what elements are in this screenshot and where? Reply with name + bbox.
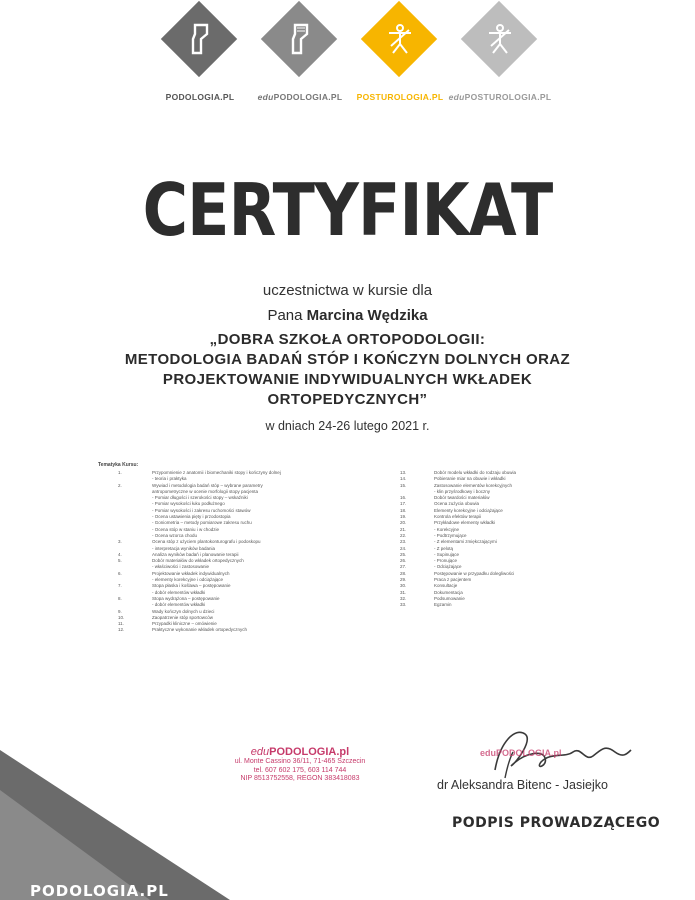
topic-text: Przypadki kliniczne – omówienie [152, 621, 217, 627]
foot-print-icon [183, 22, 217, 56]
topic-text: Egzamin [434, 602, 452, 608]
topic-text: Stopa płaska i koślawa – postępowanie [152, 583, 231, 589]
recipient [0, 307, 695, 324]
topic-number: 26. [400, 558, 407, 564]
recipient-name: Marcina Wędzika [306, 307, 428, 324]
topic-text: Zaopatrzenie stóp sportowców [152, 614, 214, 620]
topic-text: - Supinujące [434, 551, 460, 557]
topic-number: 17. [400, 501, 407, 507]
topic-text: - Pronujące [434, 558, 458, 564]
recipient-prefix: Pana [267, 307, 303, 324]
topic-text: Praktyczne wykonanie wkładek ortopedycznych [152, 627, 248, 633]
topic-number: 13. [400, 470, 407, 475]
topic-item [118, 627, 353, 633]
course-topics [98, 462, 603, 687]
course-title-line: „DOBRA SZKOŁA ORTOPODOLOGII: [209, 331, 486, 348]
topic-number: 9. [118, 608, 122, 614]
topic-text: Projektowanie wkładek indywidualnych [152, 570, 230, 576]
topic-number: 30. [400, 583, 407, 589]
topic-number: 8. [118, 595, 122, 601]
topic-number: 4. [118, 551, 122, 557]
topic-number: 16. [400, 495, 407, 501]
topic-number: 14. [400, 476, 407, 482]
topic-text: Pobieranie miar na obuwie i wkładki [434, 476, 506, 482]
topic-text: Dobór twardości materiałów [434, 495, 490, 501]
topic-text: - właściwości i zastosowanie [152, 564, 210, 570]
stamp-tax-ids: NIP 8513752558, REGON 383418083 [240, 775, 360, 782]
posture-icon [483, 22, 517, 56]
topic-number: 1. [118, 470, 122, 475]
topic-text: Dobór materiałów do wkładek ortopedycznych [152, 558, 244, 564]
topic-number: 18. [400, 507, 407, 513]
logo-label: PODOLOGIA.PL [273, 92, 343, 102]
topic-text: - Ocena stóp w staniu i w chodzie [152, 526, 220, 532]
course-title-line: METODOLOGIA BADAŃ STÓP I KOŃCZYN DOLNYCH ORAZ [124, 351, 571, 368]
topic-text: Dokumentacja [434, 589, 463, 595]
topic-text: Dobór modelu wkładki do rodzaju obuwia [434, 470, 517, 475]
posture-icon [383, 22, 417, 56]
topic-text: - Podtrzymujące [434, 532, 467, 538]
stamp-phone: tel. 607 602 175, 603 114 744 [253, 766, 347, 774]
topic-text: - Pomiar wysokości łuku podłużnego [152, 501, 225, 507]
topic-number: 28. [400, 570, 407, 576]
topic-text: Konsultacje [434, 583, 458, 589]
topic-text: - dobór elementów wkładki [152, 589, 206, 595]
topic-text: Ocena zużycia obuwia [434, 501, 480, 507]
topic-text: - dobór elementów wkładki [152, 602, 206, 608]
topic-text: - interpretacja wyników badania [152, 545, 216, 551]
topic-text: Stopa wydrążona – postępowanie [152, 595, 220, 601]
topic-number: 6. [118, 570, 122, 576]
topic-text: Podsumowanie [434, 595, 465, 601]
topic-number: 32. [400, 595, 407, 601]
certificate-subtitle: uczestnictwa w kursie dla [262, 282, 433, 299]
topic-text: Ocena stóp z użyciem plantokonturografu i podoskopu [152, 539, 261, 545]
topic-number: 3. [118, 539, 122, 545]
logo-label: POSTUROLOGIA.PL [356, 92, 444, 102]
topic-text: Praca z pacjentem [434, 577, 472, 583]
logo-prefix: edu [448, 92, 465, 102]
topic-text: - Z elementami zmiękczającymi [434, 539, 497, 545]
logo-strip [150, 6, 570, 106]
stamp-brand: eduPODOLOGIA.pl [250, 746, 350, 758]
topic-text: Wywiad i metodologia badań stóp – wybrane parametry [152, 482, 263, 488]
logo-label: PODOLOGIA.PL [165, 92, 235, 102]
topics-heading: Tematyka Kursu: [98, 462, 139, 468]
stamp-address: ul. Monte Cassino 36/11, 71-465 Szczecin [234, 758, 366, 765]
company-stamp [225, 746, 375, 784]
logo-label: POSTUROLOGIA.PL [464, 92, 552, 102]
footer-brand: PODOLOGIA.PL [30, 882, 169, 900]
topic-text: Przypomnienie z anatomii i biomechaniki stopy i kończyny dolnej [152, 470, 281, 475]
topic-text: - elementy korekcyjne i odciążające [152, 577, 224, 583]
topic-text: - Goniometria – metody pomiarowe zakresu ruchu [152, 520, 252, 526]
topic-text: - klin przyśrodkowy i boczny [434, 488, 491, 494]
topic-number: 12. [118, 627, 125, 633]
topic-text: - Z pelotą [434, 545, 454, 551]
topic-number: 10. [118, 614, 125, 620]
corner-decoration [0, 750, 230, 900]
topic-number: 25. [400, 551, 407, 557]
topic-number: 11. [118, 621, 124, 627]
topic-text: Zastosowanie elementów korekcyjnych [434, 482, 513, 488]
topic-number: 5. [118, 558, 122, 564]
topic-number: 21. [400, 526, 407, 532]
topic-number: 23. [400, 539, 407, 545]
signer-name: dr Aleksandra Bitenc - Jasiejko [437, 778, 608, 792]
topic-number: 15. [400, 482, 407, 488]
topic-number: 19. [400, 514, 407, 520]
topic-text: - Korekcyjne [434, 526, 460, 532]
certificate-title: CERTYFIKAT [142, 168, 553, 252]
topic-number: 24. [400, 545, 407, 551]
topic-text: - Odciążające [434, 564, 462, 570]
topic-number: 2. [118, 482, 122, 488]
topic-number: 29. [400, 577, 407, 583]
topic-text: Elementy korekcyjne i odciążające [434, 507, 503, 513]
topic-text: - Pomiar wysokości i zakresu ruchomości stawów [152, 507, 251, 513]
topic-number: 33. [400, 602, 407, 608]
logo-prefix: edu [257, 92, 274, 102]
topic-text: Analiza wyników badań i planowanie terapii [152, 551, 239, 557]
foot-print-icon [283, 22, 317, 56]
topics-column-right [400, 470, 605, 609]
topic-number: 31. [400, 589, 407, 595]
course-title [95, 330, 600, 410]
signer-role: PODPIS PROWADZĄCEGO [452, 815, 661, 831]
topic-number: 20. [400, 520, 407, 526]
topic-number: 27. [400, 564, 407, 570]
topic-text: Postępowanie w przypadku dolegliwości [434, 570, 515, 576]
topic-number: 22. [400, 532, 407, 538]
topic-text: Przykładowe elementy wkładki [434, 520, 496, 526]
signature-stamp: eduPODOLOGIA.pl [480, 748, 562, 758]
topic-number: 7. [118, 583, 122, 589]
topic-text: Wady kończyn dolnych u dzieci [152, 608, 215, 614]
topic-text: - teoria i praktyka [152, 476, 187, 482]
topics-column-left [118, 470, 353, 634]
topic-text: - Ocena wzorca chodu [152, 532, 198, 538]
topic-text: - Ocena ustawienia pięty i przodostopia [152, 514, 231, 520]
topic-text: Kontrola efektów terapii [434, 514, 482, 520]
topic-item [400, 602, 605, 608]
topic-text: antropometryczne w ocenie morfologii stopy pacjenta [152, 488, 259, 494]
course-dates: w dniach 24-26 lutego 2021 r. [265, 419, 430, 433]
topic-text: - Pomiar długości i szerokości stopy – wskaźniki [152, 495, 248, 501]
course-title-line: PROJEKTOWANIE INDYWIDUALNYCH WKŁADEK [162, 371, 533, 388]
course-title-line: ORTOPEDYCZNYCH” [267, 391, 428, 408]
